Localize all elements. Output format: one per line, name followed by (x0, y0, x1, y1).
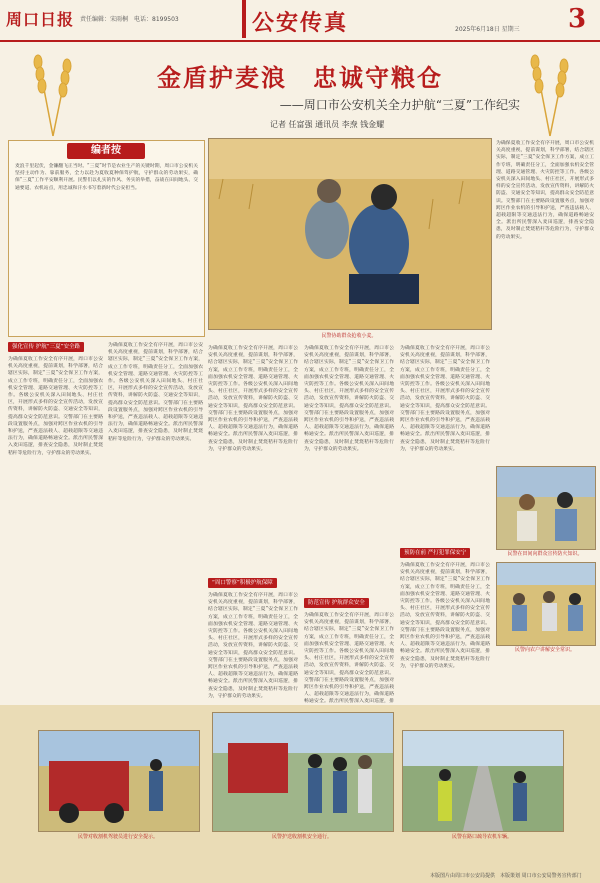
subheadline: ——周口市公安机关全力护航“三夏”工作纪实 (279, 98, 520, 112)
masthead (0, 0, 600, 42)
photo-caption: 民警协助群众抢收小麦。 (321, 333, 377, 339)
photo-police-group (212, 712, 394, 832)
photo-field-talk (496, 562, 596, 646)
photo-caption: 民警在路口疏导农机车辆。 (451, 834, 512, 840)
body-text-col4b: 为确保夏收工作安全有序开展，周口市公安机关高度重视，提前谋划，科学部署，结合辖区实际，制定“三夏”安全保卫工作方案，成立工作专班，明确责任分工，全面加强农机安全管理、道路交通管理、火灾防控等工作。各级公安机关深入田间地头、村庄社区，开展形式多样的安全宣传活动，发放宣传资料，讲解防火防盗、交通安全等知识，提高群众安全防范意识。交警部门在主要路段设置服务点，加强对跨区作业农机的引导和护送，严查违法载人、超载超限等交通违法行为，确保道路畅通安全。派出所民警深入麦田巡逻，排 (304, 613, 394, 705)
body-text-col5: 为确保夏收工作安全有序开展，周口市公安机关高度重视，提前谋划，科学部署，结合辖区实际，制定“三夏”安全保卫工作方案，成立工作专班，明确责任分工，全面加强农机安全管理、道路交通管理、火灾防控等工作。各级公安机关深入田间地头、村庄社区，开展形式多样的安全宣传活动，发放宣传资料，讲解防火防盗、交通安全等知识，提高群众安全防范意识。交警部门在主要路段设置服务点，加强对跨区作业农机的引导和护送，严查违法载人、超载超限等交通违法行为，确保道路畅通安全。派出所民警深入麦田巡逻，排查安全隐患，及时制止焚烧秸秆等危险行为，守护群众的劳动果实。 (400, 346, 490, 452)
photo-harvester (38, 730, 200, 832)
date-line: 2025年6月18日 星期三 (455, 26, 520, 33)
body-text-col1: 为确保夏收工作安全有序开展，周口市公安机关高度重视，提前谋划，科学部署，结合辖区实际，制定“三夏”安全保卫工作方案，成立工作专班，明确责任分工，全面加强农机安全管理、道路交通管理、火灾防控等工作。各级公安机关深入田间地头、村庄社区，开展形式多样的安全宣传活动，发放宣传资料，讲解防火防盗、交通安全等知识，提高群众安全防范意识。交警部门在主要路段设置服务点，加强对跨区作业农机的引导和护送，严查违法载人、超载超限等交通违法行为，确保道路畅通安全。派出所民警深入麦田巡逻，排查安全隐患，及时制止焚烧秸秆等危险行为，守护群众的劳动果实。 (8, 357, 103, 456)
editorial-title: 编者按 (67, 143, 145, 159)
subsection-tag: 预防在前 严打犯罪保安宁 (400, 548, 470, 558)
footer-note: 本版图片由周口市公安局提供 本版策划 周口市公安局警务宣传部门 (430, 873, 582, 879)
main-photo (208, 138, 492, 330)
photo-road-patrol (402, 730, 564, 832)
body-text-col2: 为确保夏收工作安全有序开展，周口市公安机关高度重视，提前谋划，科学部署，结合辖区实际，制定“三夏”安全保卫工作方案，成立工作专班，明确责任分工，全面加强农机安全管理、道路交通管理、火灾防控等工作。各级公安机关深入田间地头、村庄社区，开展形式多样的安全宣传活动，发放宣传资料，讲解防火防盗、交通安全等知识，提高群众安全防范意识。交警部门在主要路段设置服务点，加强对跨区作业农机的引导和护送，严查违法载人、超载超限等交通违法行为，确保道路畅通安全。派出所民警深入麦田巡逻，排查安全隐患，及时制止焚烧秸秆等危险行为，守护群众的劳动果实。 (108, 343, 203, 442)
section-divider (242, 0, 246, 38)
subsection-tag: 防范宣传 护航群众安全 (304, 598, 369, 608)
body-text-col3: 为确保夏收工作安全有序开展，周口市公安机关高度重视，提前谋划，科学部署，结合辖区实际，制定“三夏”安全保卫工作方案，成立工作专班，明确责任分工，全面加强农机安全管理、道路交通管理、火灾防控等工作。各级公安机关深入田间地头、村庄社区，开展形式多样的安全宣传活动，发放宣传资料，讲解防火防盗、交通安全等知识，提高群众安全防范意识。交警部门在主要路段设置服务点，加强对跨区作业农机的引导和护送，严查违法载人、超载超限等交通违法行为，确保道路畅通安全。派出所民警深入麦田巡逻，排查安全隐患，及时制止焚烧秸秆等危险行为，守护群众的劳动果实。 (208, 346, 298, 452)
subsection-tag: 强化宣传 护航“三夏”安全路 (8, 342, 84, 352)
newspaper-logo: 周口日报 (6, 10, 75, 29)
editorial-text: 麦浪千里起伏，金镰翻飞正当时。“三夏”时节是农业生产的关键时期，周口市公安机关坚持主动作为、靠前服务，全力以赴为夏收夏种保驾护航，守护群众的劳动果实，确保“三夏”工作平安顺利开展。民警们以扎实的作风、务实的举措，奋战在田间地头、交通要道、农机站点，用忠诚和汗水书写着新时代公安担当。 (15, 164, 198, 191)
subsection-tag: “周口警察”积极护航保障 (208, 578, 277, 588)
photo-caption: 民警在田间向群众宣传防火知识。 (507, 551, 583, 557)
body-text-col4: 为确保夏收工作安全有序开展，周口市公安机关高度重视，提前谋划，科学部署，结合辖区实际，制定“三夏”安全保卫工作方案，成立工作专班，明确责任分工，全面加强农机安全管理、道路交通管理、火灾防控等工作。各级公安机关深入田间地头、村庄社区，开展形式多样的安全宣传活动，发放宣传资料，讲解防火防盗、交通安全等知识，提高群众安全防范意识。交警部门在主要路段设置服务点，加强对跨区作业农机的引导和护送，严查违法载人、超载超限等交通违法行为，确保道路畅通安全。派出所民警深入麦田巡逻，排查安全隐患，及时制止焚烧秸秆等危险行为，守护群众的劳动果实。 (304, 346, 394, 452)
edition-info: 责任编辑：宋雨桐 电话：8199503 (80, 16, 179, 23)
photo-caption: 民警对收割机驾驶员进行安全提示。 (77, 834, 158, 840)
page-number: 3 (568, 4, 587, 34)
photo-police-farmer (496, 466, 596, 550)
byline: 记者 任富强 通讯员 李焘 钱金耀 (270, 120, 385, 129)
section-title: 公安传真 (252, 10, 349, 36)
body-text-col5b: 为确保夏收工作安全有序开展，周口市公安机关高度重视，提前谋划，科学部署，结合辖区实际，制定“三夏”安全保卫工作方案，成立工作专班，明确责任分工，全面加强农机安全管理、道路交通管理、火灾防控等工作。各级公安机关深入田间地头、村庄社区，开展形式多样的安全宣传活动，发放宣传资料，讲解防火防盗、交通安全等知识，提高群众安全防范意识。交警部门在主要路段设置服务点，加强对跨区作业农机的引导和护送，严查违法载人、超载超限等交通违法行为，确保道路畅通安全。派出所民警深入麦田巡逻，排查安全隐患，及时制止焚烧秸秆等危险行为，守护群众的劳动果实。 (400, 563, 490, 669)
body-text-right-upper: 为确保夏收工作安全有序开展，周口市公安机关高度重视，提前谋划，科学部署，结合辖区实际，制定“三夏”安全保卫工作方案，成立工作专班，明确责任分工，全面加强农机安全管理、道路交通管理、火灾防控等工作。各级公安机关深入田间地头、村庄社区，开展形式多样的安全宣传活动，发放宣传资料，讲解防火防盗、交通安全等知识，提高群众安全防范意识。交警部门在主要路段设置服务点，加强对跨区作业农机的引导和护送，严查违法载人、超载超限等交通违法行为，确保道路畅通安全。派出所民警深入麦田巡逻，排查安全隐患，及时制止焚烧秸秆等危险行为，守护群众的劳动果实。 (496, 141, 594, 240)
headline: 金盾护麦浪 忠诚守粮仓 (157, 63, 443, 92)
photo-caption: 民警向农户讲解安全常识。 (514, 647, 575, 653)
editorial-box (8, 140, 205, 337)
body-text-col3b: 为确保夏收工作安全有序开展，周口市公安机关高度重视，提前谋划，科学部署，结合辖区实际，制定“三夏”安全保卫工作方案，成立工作专班，明确责任分工，全面加强农机安全管理、道路交通管理、火灾防控等工作。各级公安机关深入田间地头、村庄社区，开展形式多样的安全宣传活动，发放宣传资料，讲解防火防盗、交通安全等知识，提高群众安全防范意识。交警部门在主要路段设置服务点，加强对跨区作业农机的引导和护送，严查违法载人、超载超限等交通违法行为，确保道路畅通安全。派出所民警深入麦田巡逻，排查安全隐患，及时制止焚烧秸秆等危险行为，守护群众的劳动果实。 (208, 593, 298, 699)
photo-caption: 民警护送收割机安全通行。 (271, 834, 332, 840)
